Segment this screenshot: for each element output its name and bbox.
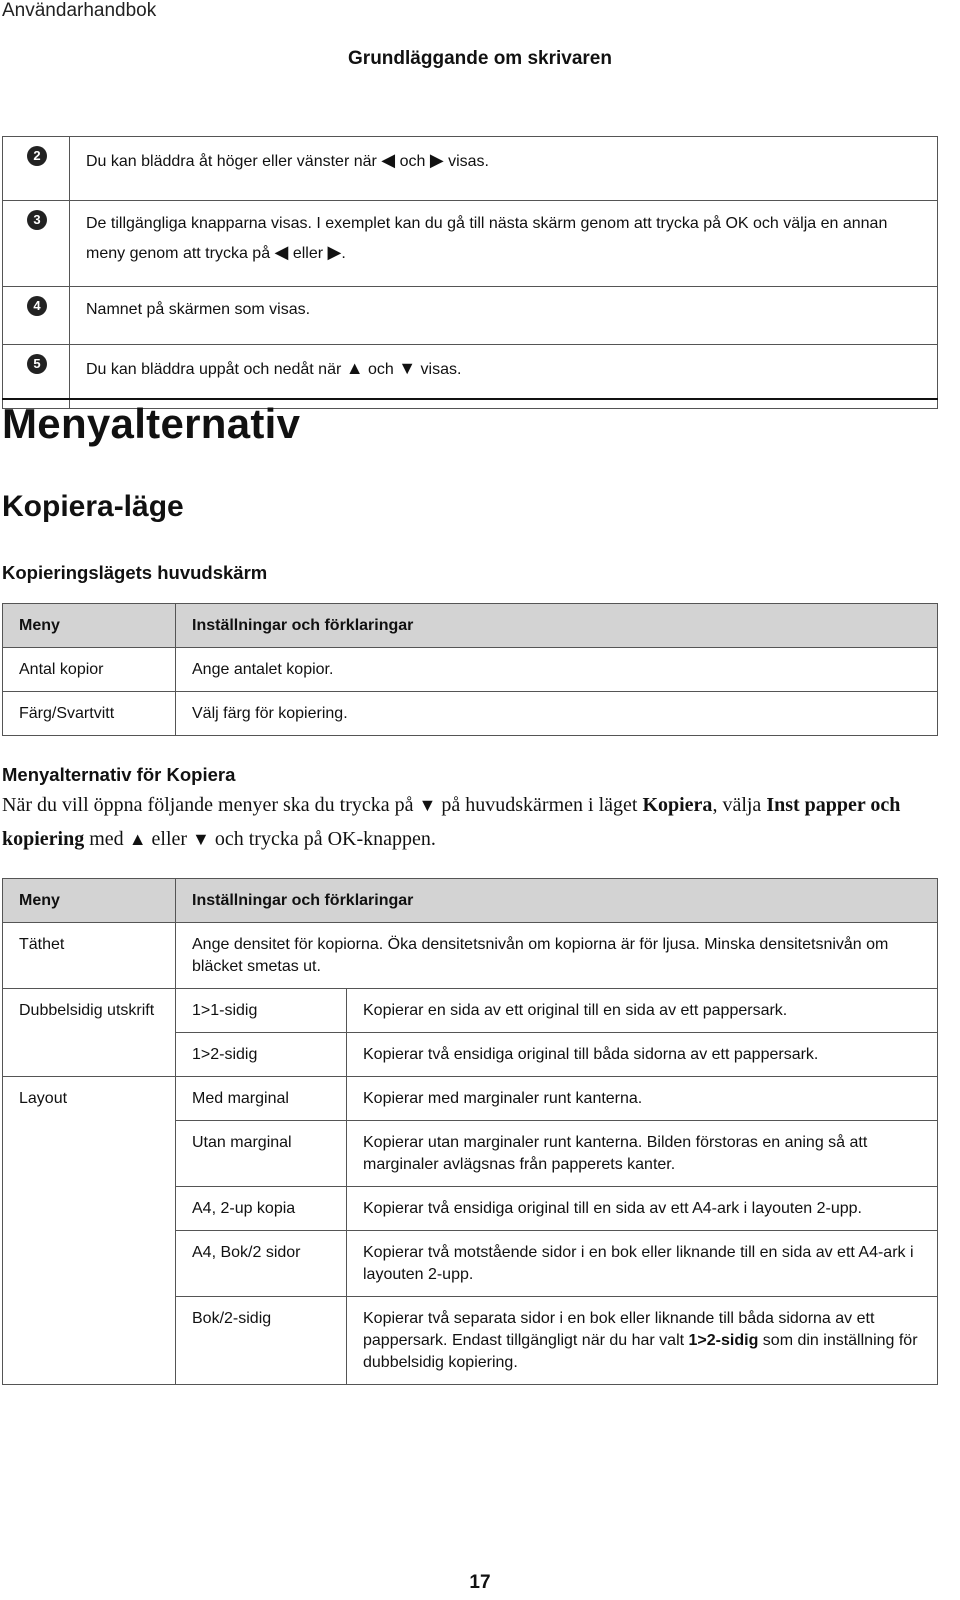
- description-cell: Ange densitet för kopiorna. Öka densitetsnivån om kopiorna är för ljusa. Minska densitetsnivån om bläcket smetas ut.: [176, 923, 938, 989]
- option-cell: 1>2-sidig: [176, 1033, 347, 1077]
- callout-number-badge: 2: [27, 146, 47, 166]
- column-header: Meny: [3, 604, 176, 648]
- description-cell: Kopierar två motstående sidor i en bok eller liknande till en sida av ett A4-ark i layouten 2-upp.: [347, 1231, 938, 1297]
- section-heading: Grundläggande om skrivaren: [348, 48, 612, 69]
- callout-table: [2, 136, 938, 409]
- option-cell: A4, Bok/2 sidor: [176, 1231, 347, 1297]
- table-row: [3, 692, 938, 736]
- callout-text: Du kan bläddra åt höger eller vänster när ◀ och ▶ visas.: [70, 137, 938, 201]
- callout-text: Namnet på skärmen som visas.: [70, 287, 938, 345]
- main-screen-heading: Kopieringslägets huvudskärm: [2, 562, 268, 583]
- down-arrow-icon: ▼: [418, 795, 437, 815]
- column-header: Meny: [3, 879, 176, 923]
- description-cell: Välj färg för kopiering.: [176, 692, 938, 736]
- table-row: [3, 1077, 938, 1121]
- table-row: [3, 989, 938, 1033]
- description-cell: Kopierar en sida av ett original till en sida av ett pappersark.: [347, 989, 938, 1033]
- running-head: Användarhandbok: [2, 0, 157, 21]
- callout-text: De tillgängliga knapparna visas. I exemplet kan du gå till nästa skärm genom att trycka på OK och välja en annan meny genom att trycka på ◀ eller ▶.: [70, 201, 938, 287]
- menu-cell: Dubbelsidig utskrift: [3, 989, 176, 1077]
- description-cell: Ange antalet kopior.: [176, 648, 938, 692]
- description-cell: Kopierar två ensidiga original till båda sidorna av ett pappersark.: [347, 1033, 938, 1077]
- description-cell: Kopierar två ensidiga original till en sida av ett A4-ark i layouten 2-upp.: [347, 1187, 938, 1231]
- page-title: Menyalternativ: [2, 400, 301, 447]
- option-cell: Utan marginal: [176, 1121, 347, 1187]
- copy-menu-table: [2, 878, 938, 1385]
- menu-cell: Layout: [3, 1077, 176, 1385]
- callout-row: [3, 137, 938, 201]
- table-row: [3, 648, 938, 692]
- column-header: Inställningar och förklaringar: [176, 879, 938, 923]
- page-number: 17: [469, 1572, 491, 1593]
- down-arrow-icon: ▼: [398, 358, 417, 378]
- option-cell: 1>1-sidig: [176, 989, 347, 1033]
- right-arrow-icon: ▶: [429, 150, 444, 170]
- callout-number-badge: 4: [27, 296, 47, 316]
- menu-cell: Antal kopior: [3, 648, 176, 692]
- up-arrow-icon: ▲: [128, 829, 147, 849]
- copy-menu-heading: Menyalternativ för Kopiera: [2, 764, 236, 785]
- down-arrow-icon: ▼: [192, 829, 210, 849]
- callout-number-badge: 3: [27, 210, 47, 230]
- callout-row: [3, 287, 938, 345]
- option-cell: Bok/2-sidig: [176, 1297, 347, 1385]
- menu-cell: Täthet: [3, 923, 176, 989]
- left-arrow-icon: ◀: [274, 242, 289, 262]
- callout-row: [3, 201, 938, 287]
- table-row: [3, 923, 938, 989]
- callout-number-badge: 5: [27, 354, 47, 374]
- description-cell: Kopierar utan marginaler runt kanterna. Bilden förstoras en aning så att marginaler avlägsnas från papperets kanter.: [347, 1121, 938, 1187]
- left-arrow-icon: ◀: [381, 150, 396, 170]
- description-cell: Kopierar två separata sidor i en bok eller liknande till båda sidorna av ett pappersark. Endast tillgängligt när du har valt 1>2-sidig som din inställning för dubbelsidig kopiering.: [347, 1297, 938, 1385]
- intro-paragraph: När du vill öppna följande menyer ska du trycka på ▼ på huvudskärmen i läget Kopiera, välja Inst papper och kopiering med ▲ eller ▼ och trycka på OK-knappen.: [2, 794, 901, 850]
- up-arrow-icon: ▲: [345, 358, 364, 378]
- main-screen-table: [2, 603, 938, 736]
- table-header-row: [3, 604, 938, 648]
- right-arrow-icon: ▶: [327, 242, 342, 262]
- table-header-row: [3, 879, 938, 923]
- description-cell: Kopierar med marginaler runt kanterna.: [347, 1077, 938, 1121]
- option-cell: A4, 2-up kopia: [176, 1187, 347, 1231]
- page-subtitle: Kopiera-läge: [2, 490, 184, 523]
- column-header: Inställningar och förklaringar: [176, 604, 938, 648]
- option-cell: Med marginal: [176, 1077, 347, 1121]
- callout-text: Du kan bläddra uppåt och nedåt när ▲ och ▼ visas.: [70, 345, 938, 409]
- menu-cell: Färg/Svartvitt: [3, 692, 176, 736]
